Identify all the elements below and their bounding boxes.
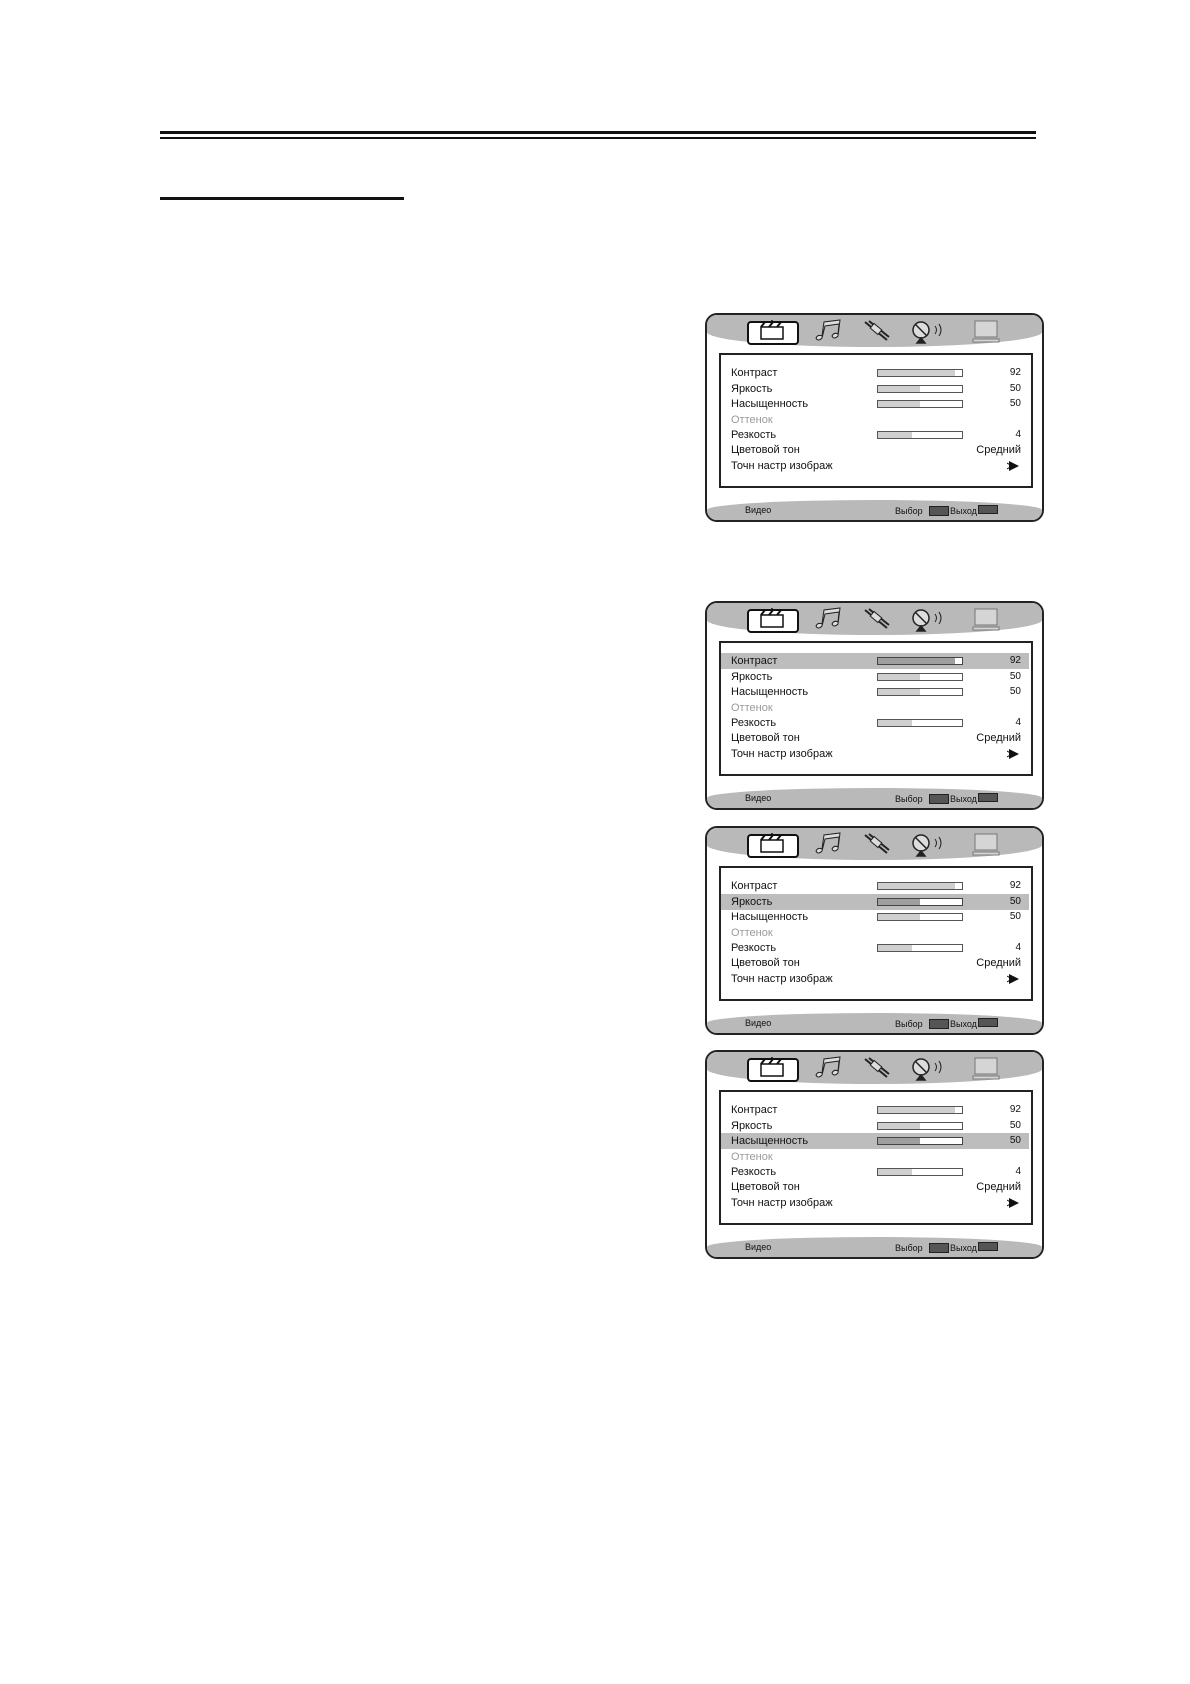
menu-row-label: Оттенок: [731, 927, 773, 939]
level-fill: [878, 945, 912, 951]
menu-row[interactable]: [721, 746, 1029, 762]
menu-row-value: 92: [1009, 880, 1021, 891]
music-icon[interactable]: [812, 318, 848, 344]
level-slider[interactable]: [877, 657, 963, 665]
menu-row-label: Контраст: [731, 367, 778, 379]
exit-hint: Выход: [950, 506, 977, 516]
submenu-arrow-icon[interactable]: [1007, 1197, 1021, 1209]
level-fill: [878, 1123, 920, 1129]
menu-row-value: 92: [1009, 367, 1021, 378]
header-rule-thin: [160, 137, 1036, 139]
level-slider[interactable]: [877, 719, 963, 727]
menu-row[interactable]: [721, 365, 1029, 381]
level-slider[interactable]: [877, 882, 963, 890]
menu-row-label: Яркость: [731, 383, 773, 395]
menu-row[interactable]: [721, 909, 1029, 925]
menu-row-label: Резкость: [731, 429, 777, 441]
menu-row[interactable]: [721, 940, 1029, 956]
level-fill: [878, 1107, 955, 1113]
menu-row-label: Точн настр изображ: [731, 460, 833, 472]
menu-row[interactable]: [721, 1179, 1029, 1195]
menu-row-value: Средний: [976, 444, 1021, 456]
level-slider[interactable]: [877, 385, 963, 393]
menu-row[interactable]: [721, 700, 1029, 716]
pc-icon[interactable]: [969, 1055, 1005, 1081]
menu-row[interactable]: [721, 1118, 1029, 1134]
level-fill: [878, 883, 955, 889]
menu-row[interactable]: [721, 1133, 1029, 1149]
menu-row[interactable]: [721, 878, 1029, 894]
menu-row[interactable]: [721, 1102, 1029, 1118]
music-icon[interactable]: [812, 606, 848, 632]
menu-footer: [707, 500, 1042, 520]
submenu-arrow-icon[interactable]: [1007, 748, 1021, 760]
menu-row-label: Оттенок: [731, 702, 773, 714]
menu-row-value: 50: [1009, 398, 1021, 409]
select-hint: Выбор: [895, 506, 923, 516]
menu-footer: [707, 1237, 1042, 1257]
osd-menu-3: [705, 826, 1044, 1035]
level-fill: [878, 1138, 920, 1144]
pc-icon[interactable]: [969, 318, 1005, 344]
level-slider[interactable]: [877, 673, 963, 681]
menu-row-value: 50: [1009, 896, 1021, 907]
section-underline: [160, 197, 404, 200]
level-slider[interactable]: [877, 1168, 963, 1176]
source-label: Видео: [745, 1242, 772, 1252]
menu-tab-bar: [707, 603, 1042, 635]
level-fill: [878, 914, 920, 920]
tools-icon[interactable]: [859, 831, 895, 857]
level-fill: [878, 401, 920, 407]
menu-row-value: 50: [1009, 1135, 1021, 1146]
tools-icon[interactable]: [859, 1055, 895, 1081]
menu-key-icon: [978, 1018, 998, 1027]
level-fill: [878, 370, 955, 376]
pc-icon[interactable]: [969, 606, 1005, 632]
level-slider[interactable]: [877, 400, 963, 408]
menu-row-label: Оттенок: [731, 1151, 773, 1163]
level-fill: [878, 674, 920, 680]
menu-row[interactable]: [721, 1149, 1029, 1165]
select-hint: Выбор: [895, 794, 923, 804]
level-fill: [878, 720, 912, 726]
level-fill: [878, 432, 912, 438]
osd-menu-2: [705, 601, 1044, 810]
menu-row-value: Средний: [976, 1181, 1021, 1193]
menu-row-label: Контраст: [731, 655, 778, 667]
exit-hint: Выход: [950, 1243, 977, 1253]
source-label: Видео: [745, 1018, 772, 1028]
level-fill: [878, 899, 920, 905]
menu-row-value: 4: [1015, 429, 1021, 440]
menu-row[interactable]: [721, 971, 1029, 987]
menu-row-value: 4: [1015, 717, 1021, 728]
menu-row-label: Резкость: [731, 942, 777, 954]
level-slider[interactable]: [877, 913, 963, 921]
menu-row[interactable]: [721, 1195, 1029, 1211]
menu-list: [719, 353, 1033, 488]
exit-hint: Выход: [950, 794, 977, 804]
menu-row[interactable]: [721, 730, 1029, 746]
tools-icon[interactable]: [859, 606, 895, 632]
menu-tab-bar: [707, 828, 1042, 860]
tools-icon[interactable]: [859, 318, 895, 344]
pc-icon[interactable]: [969, 831, 1005, 857]
music-icon[interactable]: [812, 1055, 848, 1081]
menu-row-label: Контраст: [731, 1104, 778, 1116]
menu-tab-bar: [707, 315, 1042, 347]
select-keys-icon: [929, 506, 949, 516]
menu-tab-bar: [707, 1052, 1042, 1084]
menu-row-value: 4: [1015, 1166, 1021, 1177]
menu-row[interactable]: [721, 715, 1029, 731]
menu-row-label: Контраст: [731, 880, 778, 892]
menu-row-value: 50: [1009, 911, 1021, 922]
menu-row-label: Насыщенность: [731, 911, 809, 923]
menu-row[interactable]: [721, 412, 1029, 428]
menu-row-label: Оттенок: [731, 414, 773, 426]
menu-row-label: Яркость: [731, 1120, 773, 1132]
menu-row-value: 50: [1009, 1120, 1021, 1131]
satellite-icon[interactable]: [907, 318, 949, 344]
menu-row-label: Насыщенность: [731, 1135, 809, 1147]
menu-row[interactable]: [721, 653, 1029, 669]
level-slider[interactable]: [877, 1137, 963, 1145]
level-slider[interactable]: [877, 369, 963, 377]
select-keys-icon: [929, 1243, 949, 1253]
menu-row-label: Резкость: [731, 1166, 777, 1178]
menu-row-value: 92: [1009, 1104, 1021, 1115]
menu-row-label: Цветовой тон: [731, 957, 800, 969]
exit-hint: Выход: [950, 1019, 977, 1029]
menu-row-label: Цветовой тон: [731, 1181, 800, 1193]
music-icon[interactable]: [812, 831, 848, 857]
menu-row-value: 4: [1015, 942, 1021, 953]
menu-list: [719, 1090, 1033, 1225]
menu-footer: [707, 1013, 1042, 1033]
header-rule: [160, 131, 1036, 134]
menu-list: [719, 641, 1033, 776]
source-label: Видео: [745, 793, 772, 803]
select-keys-icon: [929, 1019, 949, 1029]
select-keys-icon: [929, 794, 949, 804]
level-slider[interactable]: [877, 898, 963, 906]
menu-row-label: Насыщенность: [731, 398, 809, 410]
osd-menu-4: [705, 1050, 1044, 1259]
video-icon[interactable]: [747, 831, 797, 857]
select-hint: Выбор: [895, 1019, 923, 1029]
menu-row-value: Средний: [976, 957, 1021, 969]
satellite-icon[interactable]: [907, 831, 949, 857]
menu-row-label: Точн настр изображ: [731, 973, 833, 985]
level-slider[interactable]: [877, 944, 963, 952]
menu-row[interactable]: [721, 381, 1029, 397]
level-slider[interactable]: [877, 688, 963, 696]
menu-row[interactable]: [721, 894, 1029, 910]
level-fill: [878, 386, 920, 392]
menu-key-icon: [978, 1242, 998, 1251]
menu-row-value: 50: [1009, 686, 1021, 697]
level-slider[interactable]: [877, 1106, 963, 1114]
menu-row-value: Средний: [976, 732, 1021, 744]
menu-key-icon: [978, 505, 998, 514]
level-slider[interactable]: [877, 1122, 963, 1130]
menu-row-value: 92: [1009, 655, 1021, 666]
menu-row-value: 50: [1009, 671, 1021, 682]
menu-footer: [707, 788, 1042, 808]
level-fill: [878, 689, 920, 695]
satellite-icon[interactable]: [907, 1055, 949, 1081]
video-icon[interactable]: [747, 318, 797, 344]
menu-row[interactable]: [721, 396, 1029, 412]
level-fill: [878, 1169, 912, 1175]
menu-row[interactable]: [721, 442, 1029, 458]
submenu-arrow-icon[interactable]: [1007, 973, 1021, 985]
menu-row[interactable]: [721, 955, 1029, 971]
menu-list: [719, 866, 1033, 1001]
menu-row[interactable]: [721, 684, 1029, 700]
level-fill: [878, 658, 955, 664]
menu-row[interactable]: [721, 427, 1029, 443]
menu-row-label: Яркость: [731, 671, 773, 683]
level-slider[interactable]: [877, 431, 963, 439]
satellite-icon[interactable]: [907, 606, 949, 632]
menu-row-value: 50: [1009, 383, 1021, 394]
menu-row-label: Яркость: [731, 896, 773, 908]
menu-row-label: Точн настр изображ: [731, 1197, 833, 1209]
source-label: Видео: [745, 505, 772, 515]
menu-row-label: Насыщенность: [731, 686, 809, 698]
video-icon[interactable]: [747, 606, 797, 632]
menu-row-label: Цветовой тон: [731, 444, 800, 456]
submenu-arrow-icon[interactable]: [1007, 460, 1021, 472]
menu-row-label: Резкость: [731, 717, 777, 729]
menu-row[interactable]: [721, 925, 1029, 941]
video-icon[interactable]: [747, 1055, 797, 1081]
menu-row-label: Цветовой тон: [731, 732, 800, 744]
menu-row[interactable]: [721, 1164, 1029, 1180]
menu-row[interactable]: [721, 458, 1029, 474]
menu-key-icon: [978, 793, 998, 802]
osd-menu-1: [705, 313, 1044, 522]
menu-row-label: Точн настр изображ: [731, 748, 833, 760]
menu-row[interactable]: [721, 669, 1029, 685]
select-hint: Выбор: [895, 1243, 923, 1253]
